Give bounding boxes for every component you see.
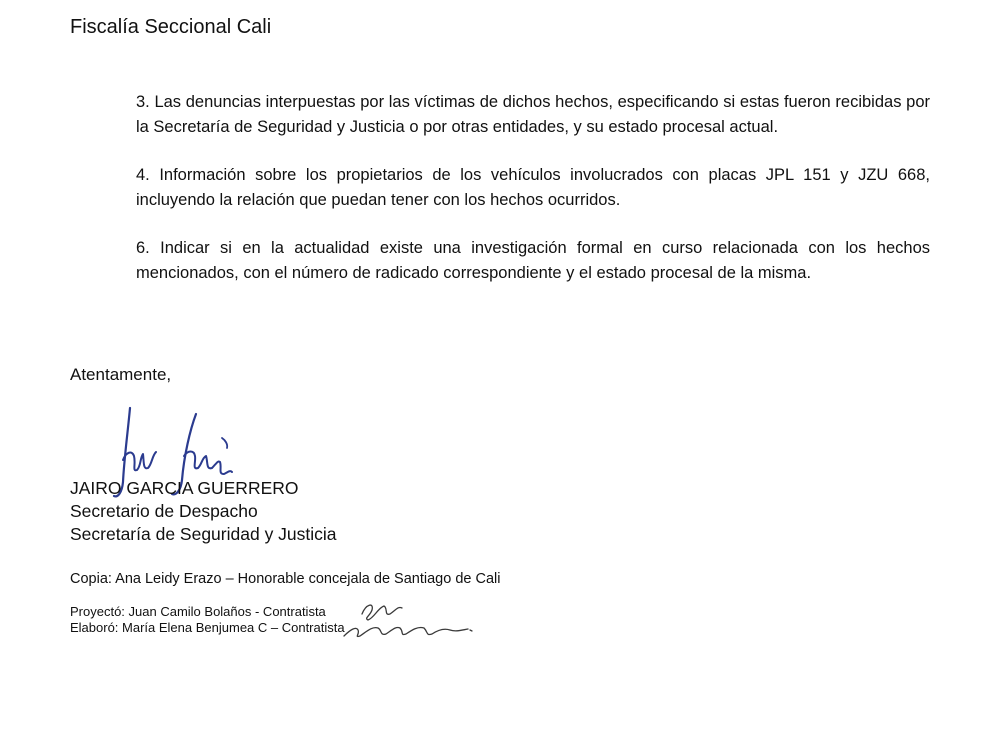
prepared-by: Elaboró: María Elena Benjumea C – Contratista <box>70 620 345 635</box>
credits-block <box>70 604 345 636</box>
request-item-6: 6. Indicar si en la actualidad existe una investigación formal en curso relacionada con los hechos mencionados, con el número de radicado correspondiente y el estado procesal de la misma. <box>136 239 930 282</box>
page-title: Fiscalía Seccional Cali <box>70 16 272 38</box>
request-item-3: 3. Las denuncias interpuestas por las víctimas de dichos hechos, especificando si estas fueron recibidas por la Secretaría de Seguridad y Justicia o por otras entidades, y su estado procesal actual. <box>136 93 930 136</box>
closing-salutation: Atentamente, <box>70 365 172 384</box>
signer-block <box>70 477 337 546</box>
handwritten-initials <box>340 596 480 646</box>
projected-by: Proyectó: Juan Camilo Bolaños - Contratista <box>70 604 326 619</box>
request-item-4: 4. Información sobre los propietarios de los vehículos involucrados con placas JPL 151 y JZU 668, incluyendo la relación que puedan tener con los hechos ocurridos. <box>136 166 930 209</box>
signer-office: Secretaría de Seguridad y Justicia <box>70 524 337 544</box>
signer-position: Secretario de Despacho <box>70 501 258 521</box>
request-list <box>136 90 930 309</box>
copy-line: Copia: Ana Leidy Erazo – Honorable concejala de Santiago de Cali <box>70 571 501 587</box>
signer-name: JAIRO GARCIA GUERRERO <box>70 478 299 498</box>
